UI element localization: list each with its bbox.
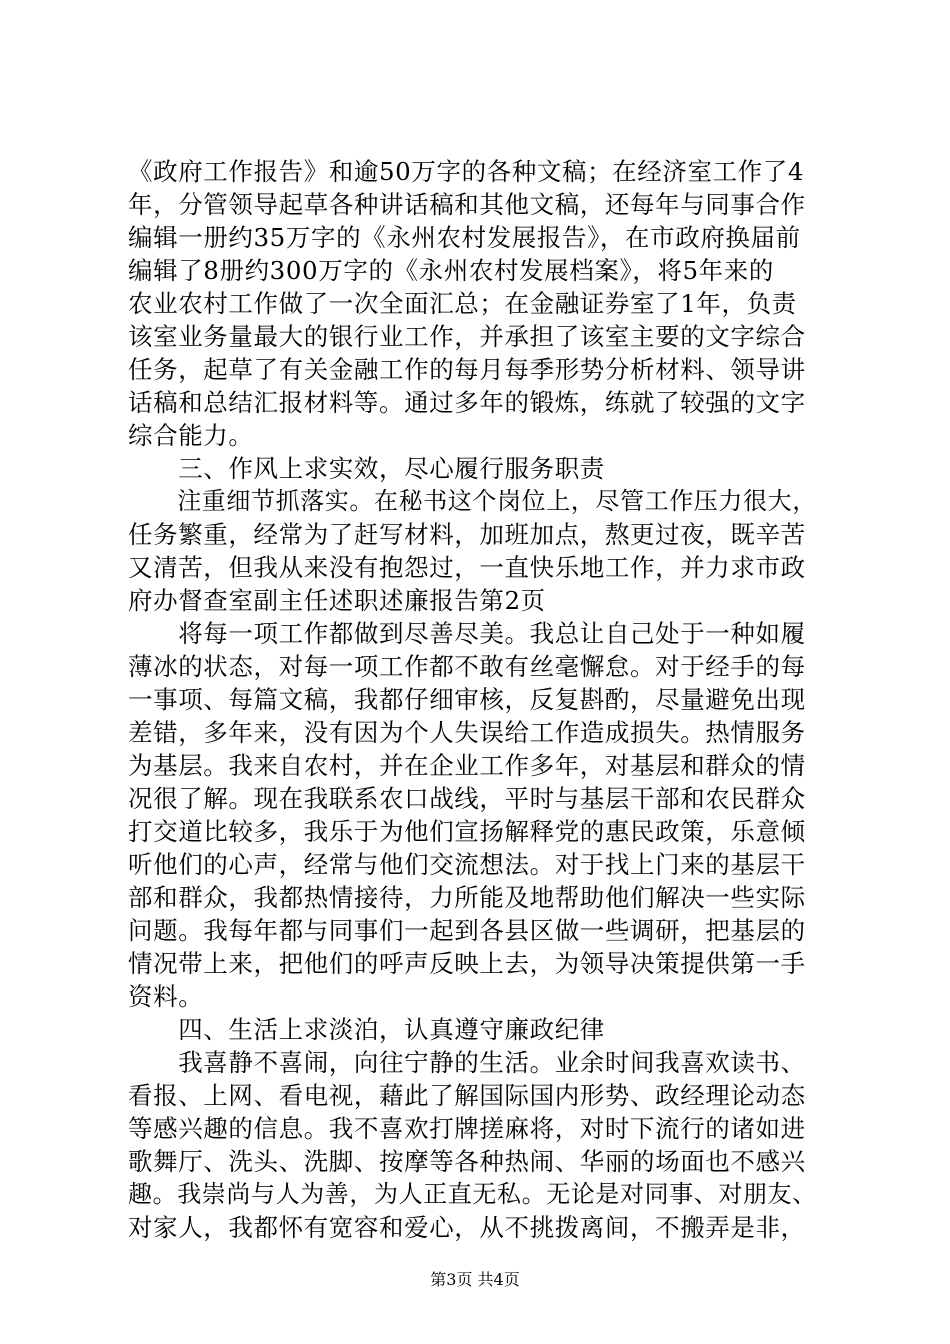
text-line: 薄冰的状态，对每一项工作都不敢有丝毫懈怠。对于经手的每 — [128, 652, 806, 681]
text-line: 部和群众，我都热情接待，力所能及地帮助他们解决一些实际 — [128, 883, 806, 912]
text-line: 综合能力。 — [128, 421, 254, 450]
text-line: 情况带上来，把他们的呼声反映上去，为领导决策提供第一手 — [128, 949, 806, 978]
text-line: 资料。 — [128, 982, 204, 1011]
text-line: 注重细节抓落实。在秘书这个岗位上，尽管工作压力很大， — [128, 487, 817, 515]
text-line: 看报、上网、看电视，藉此了解国际国内形势、政经理论动态 — [128, 1081, 806, 1110]
text-line: 趣。我崇尚与人为善，为人正直无私。无论是对同事、对朋友、 — [128, 1180, 817, 1208]
page-footer: 第3页 共4页 — [430, 1270, 520, 1289]
section-heading: 三、作风上求实效，尽心履行服务职责 — [128, 454, 605, 483]
text-line: 农业农村工作做了一次全面汇总；在金融证券室了1年，负责 — [128, 289, 797, 318]
text-line: 任务繁重，经常为了赶写材料，加班加点，熬更过夜，既辛苦 — [128, 520, 806, 549]
text-line: 等感兴趣的信息。我不喜欢打牌搓麻将，对时下流行的诸如进 — [128, 1114, 806, 1143]
text-line: 为基层。我来自农村，并在企业工作多年，对基层和群众的情 — [128, 751, 806, 780]
text-line: 一事项、每篇文稿，我都仔细审核，反复斟酌，尽量避免出现 — [128, 685, 806, 714]
text-line: 《政府工作报告》和逾50万字的各种文稿；在经济室工作了4 — [128, 157, 805, 186]
body-text — [128, 155, 828, 1244]
section-heading: 四、生活上求淡泊，认真遵守廉政纪律 — [128, 1015, 605, 1044]
text-line: 将每一项工作都做到尽善尽美。我总让自己处于一种如履 — [128, 619, 806, 648]
text-line: 话稿和总结汇报材料等。通过多年的锻炼，练就了较强的文字 — [128, 388, 806, 417]
text-line: 况很了解。现在我联系农口战线，平时与基层干部和农民群众 — [128, 784, 806, 813]
text-line: 歌舞厅、洗头、洗脚、按摩等各种热闹、华丽的场面也不感兴 — [128, 1147, 806, 1176]
text-line: 府办督查室副主任述职述廉报告第2页 — [128, 586, 546, 615]
text-line: 年，分管领导起草各种讲话稿和其他文稿，还每年与同事合作 — [128, 190, 806, 219]
text-line: 听他们的心声，经常与他们交流想法。对于找上门来的基层干 — [128, 850, 806, 879]
text-line: 对家人，我都怀有宽容和爱心，从不挑拨离间，不搬弄是非， — [128, 1213, 806, 1242]
text-line: 又清苦，但我从来没有抱怨过，一直快乐地工作，并力求市政 — [128, 553, 806, 582]
text-line: 我喜静不喜闹，向往宁静的生活。业余时间我喜欢读书、 — [128, 1048, 806, 1077]
text-line: 该室业务量最大的银行业工作，并承担了该室主要的文字综合 — [128, 322, 806, 351]
text-line: 编辑了8册约300万字的《永州农村发展档案》，将5年来的 — [128, 256, 774, 285]
text-line: 任务，起草了有关金融工作的每月每季形势分析材料、领导讲 — [128, 355, 806, 384]
text-line: 差错，多年来，没有因为个人失误给工作造成损失。热情服务 — [128, 718, 806, 747]
text-line: 打交道比较多，我乐于为他们宣扬解释党的惠民政策，乐意倾 — [128, 817, 806, 846]
text-line: 编辑一册约35万字的《永州农村发展报告》，在市政府换届前 — [128, 223, 801, 252]
text-line: 问题。我每年都与同事们一起到各县区做一些调研，把基层的 — [128, 916, 806, 945]
